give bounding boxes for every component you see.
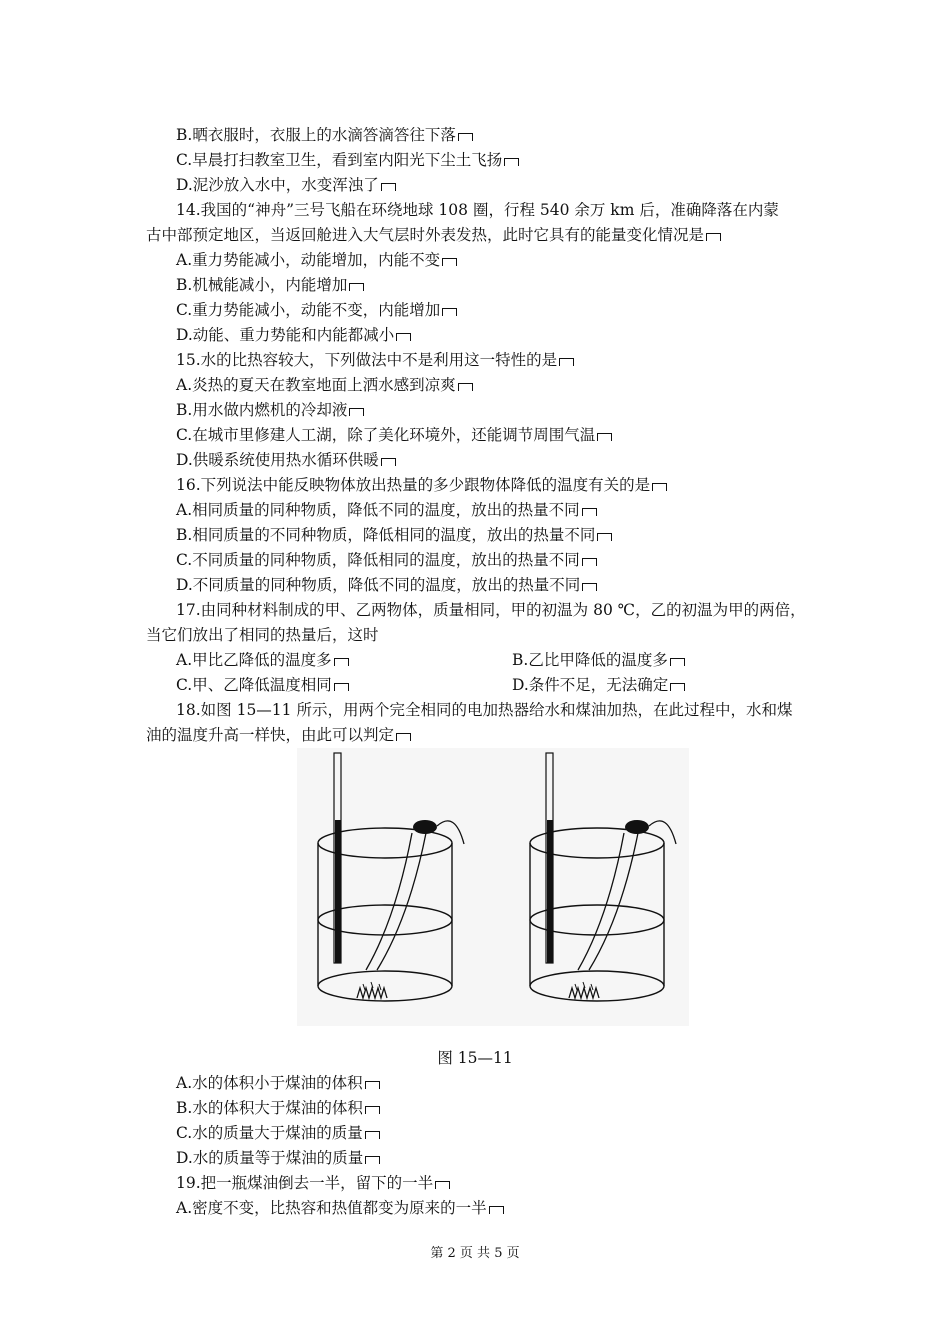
- q16-option-b: B.相同质量的不同种物质，降低相同的温度，放出的热量不同: [176, 524, 836, 546]
- q19-stem: 19.把一瓶煤油倒去一半，留下的一半: [176, 1172, 836, 1194]
- heating-experiment-figure: [297, 748, 689, 1026]
- answer-blank: [435, 1181, 450, 1189]
- q17-stem-line2: 当它们放出了相同的热量后，这时: [146, 626, 379, 644]
- answer-blank: [458, 383, 473, 391]
- answer-blank: [381, 183, 396, 191]
- q15-option-b: B.用水做内燃机的冷却液: [176, 399, 836, 421]
- q17-stem-line1: 17.由同种材料制成的甲、乙两物体，质量相同，甲的初温为 80 ℃，乙的初温为甲的两倍，: [176, 601, 806, 619]
- q18-option-d: D.水的质量等于煤油的质量: [176, 1147, 836, 1169]
- answer-blank: [582, 558, 597, 566]
- q18-option-c: C.水的质量大于煤油的质量: [176, 1122, 836, 1144]
- answer-blank: [334, 658, 349, 666]
- q18-stem-line2: 油的温度升高一样快，由此可以判定: [146, 724, 806, 746]
- q16-option-a: A.相同质量的同种物质，降低不同的温度，放出的热量不同: [176, 499, 836, 521]
- q15-option-c: C.在城市里修建人工湖，除了美化环境外，还能调节周围气温: [176, 424, 836, 446]
- answer-blank: [365, 1081, 380, 1089]
- answer-blank: [597, 433, 612, 441]
- answer-blank: [334, 683, 349, 691]
- answer-blank: [349, 283, 364, 291]
- q17-option-a: A.甲比乙降低的温度多: [176, 649, 836, 671]
- q17-option-b: B.乙比甲降低的温度多: [512, 649, 812, 671]
- answer-blank: [652, 483, 667, 491]
- q18-stem-line1: 18.如图 15—11 所示，用两个完全相同的电加热器给水和煤油加热，在此过程中，水和煤: [176, 701, 793, 719]
- q13-option-d: D.泥沙放入水中，水变浑浊了: [176, 174, 836, 196]
- answer-blank: [489, 1206, 504, 1214]
- q14-option-c: C.重力势能减小，动能不变，内能增加: [176, 299, 836, 321]
- answer-blank: [582, 508, 597, 516]
- answer-blank: [349, 408, 364, 416]
- page-footer: 第 2 页 共 5 页: [430, 1246, 520, 1261]
- answer-blank: [365, 1131, 380, 1139]
- answer-blank: [365, 1156, 380, 1164]
- q17-option-d: D.条件不足，无法确定: [512, 674, 812, 696]
- q16-option-c: C.不同质量的同种物质，降低相同的温度，放出的热量不同: [176, 549, 836, 571]
- q15-option-d: D.供暖系统使用热水循环供暖: [176, 449, 836, 471]
- answer-blank: [597, 533, 612, 541]
- q13-option-b: B.晒衣服时，衣服上的水滴答滴答往下落: [176, 124, 836, 146]
- figure-background: [297, 748, 689, 1026]
- q18-option-b: B.水的体积大于煤油的体积: [176, 1097, 836, 1119]
- answer-blank: [396, 733, 411, 741]
- figure-caption: 图 15—11: [437, 1049, 513, 1067]
- answer-blank: [670, 683, 685, 691]
- q15-option-a: A.炎热的夏天在教室地面上洒水感到凉爽: [176, 374, 836, 396]
- answer-blank: [582, 583, 597, 591]
- q18-option-a: A.水的体积小于煤油的体积: [176, 1072, 836, 1094]
- q16-option-d: D.不同质量的同种物质，降低不同的温度，放出的热量不同: [176, 574, 836, 596]
- q15-stem: 15.水的比热容较大，下列做法中不是利用这一特性的是: [176, 349, 836, 371]
- answer-blank: [381, 458, 396, 466]
- q14-option-a: A.重力势能减小，动能增加，内能不变: [176, 249, 836, 271]
- q16-stem: 16.下列说法中能反映物体放出热量的多少跟物体降低的温度有关的是: [176, 474, 836, 496]
- answer-blank: [706, 233, 721, 241]
- q17-option-c: C.甲、乙降低温度相同: [176, 674, 836, 696]
- answer-blank: [442, 258, 457, 266]
- answer-blank: [559, 358, 574, 366]
- answer-blank: [504, 158, 519, 166]
- answer-blank: [670, 658, 685, 666]
- answer-blank: [396, 333, 411, 341]
- q19-option-a: A.密度不变，比热容和热值都变为原来的一半: [176, 1197, 836, 1219]
- answer-blank: [442, 308, 457, 316]
- q14-stem-line1: 14.我国的“神舟”三号飞船在环绕地球 108 圈，行程 540 余万 km 后，准确降落在内蒙: [176, 201, 779, 219]
- answer-blank: [365, 1106, 380, 1114]
- q13-option-c: C.早晨打扫教室卫生，看到室内阳光下尘土飞扬: [176, 149, 836, 171]
- answer-blank: [458, 133, 473, 141]
- q14-option-d: D.动能、重力势能和内能都减小: [176, 324, 836, 346]
- q14-stem-line2: 古中部预定地区，当返回舱进入大气层时外表发热，此时它具有的能量变化情况是: [146, 224, 806, 246]
- q14-option-b: B.机械能减小，内能增加: [176, 274, 836, 296]
